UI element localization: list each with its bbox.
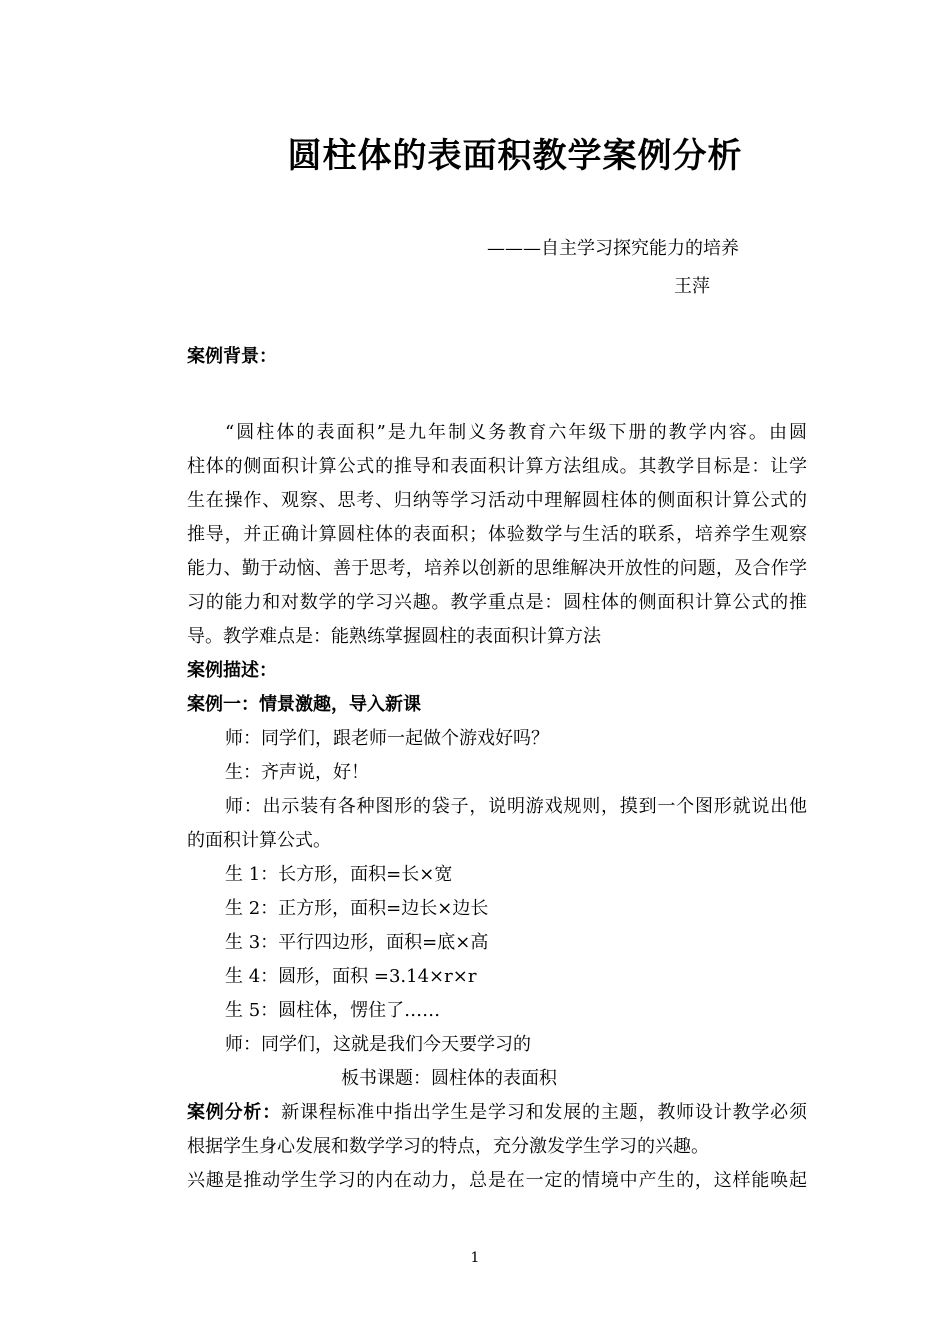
dialogue-line: 生 2：正方形，面积=边长×边长 — [225, 898, 489, 919]
dialogue-line: 生 3：平行四边形，面积=底×高 — [225, 932, 489, 953]
document-author: 王萍 — [674, 276, 710, 297]
paragraph-line: 能力、勤于动恼、善于思考，培养以创新的思维解决开放性的问题，及合作学 — [187, 558, 807, 579]
dialogue-line: 生 5：圆柱体，愣住了…… — [225, 1000, 441, 1021]
paragraph-line: 推导，并正确计算圆柱体的表面积；体验数学与生活的联系，培养学生观察 — [187, 524, 807, 545]
analysis-line: 根据学生身心发展和数学学习的特点，充分激发学生学习的兴趣。 — [187, 1136, 709, 1157]
analysis-label: 案例分析： — [187, 1102, 282, 1123]
dialogue-line: 生：齐声说，好！ — [225, 762, 369, 783]
dialogue-line: 师：同学们，跟老师一起做个游戏好吗？ — [225, 728, 549, 749]
document-body — [187, 340, 807, 1198]
dialogue-line: 生 4：圆形，面积 =3.14×r×r — [225, 966, 477, 987]
document-subtitle: ———自主学习探究能力的培养 — [487, 238, 739, 259]
paragraph-line: 习的能力和对数学的学习兴趣。教学重点是：圆柱体的侧面积计算公式的推 — [187, 592, 807, 613]
document-title: 圆柱体的表面积教学案例分析 — [287, 136, 743, 176]
paragraph-line: 导。教学难点是：能熟练掌握圆柱的表面积计算方法 — [187, 626, 601, 647]
dialogue-line: 师：同学们，这就是我们今天要学习的 — [225, 1034, 531, 1055]
dialogue-line: 的面积计算公式。 — [187, 830, 331, 851]
page-number: 1 — [470, 1250, 480, 1266]
analysis-line — [187, 1096, 807, 1130]
dialogue-line: 师：出示装有各种图形的袋子，说明游戏规则，摸到一个图形就说出他 — [225, 796, 807, 817]
blackboard-topic: 板书课题：圆柱体的表面积 — [341, 1068, 557, 1089]
case1-heading: 案例一：情景激趣，导入新课 — [187, 694, 421, 715]
analysis-line: 兴趣是推动学生学习的内在动力，总是在一定的情境中产生的，这样能唤起 — [187, 1170, 807, 1191]
background-heading: 案例背景： — [187, 346, 277, 367]
analysis-text: 新课程标准中指出学生是学习和发展的主题，教师设计教学必须 — [281, 1102, 807, 1123]
dialogue-line: 生 1：长方形，面积=长×宽 — [225, 864, 453, 885]
paragraph-line: “圆柱体的表面积”是九年制义务教育六年级下册的教学内容。由圆 — [225, 422, 807, 443]
description-heading: 案例描述： — [187, 660, 277, 681]
paragraph-line: 生在操作、观察、思考、归纳等学习活动中理解圆柱体的侧面积计算公式的 — [187, 490, 807, 511]
spacer — [187, 374, 807, 416]
paragraph-line: 柱体的侧面积计算公式的推导和表面积计算方法组成。其教学目标是：让学 — [187, 456, 807, 477]
